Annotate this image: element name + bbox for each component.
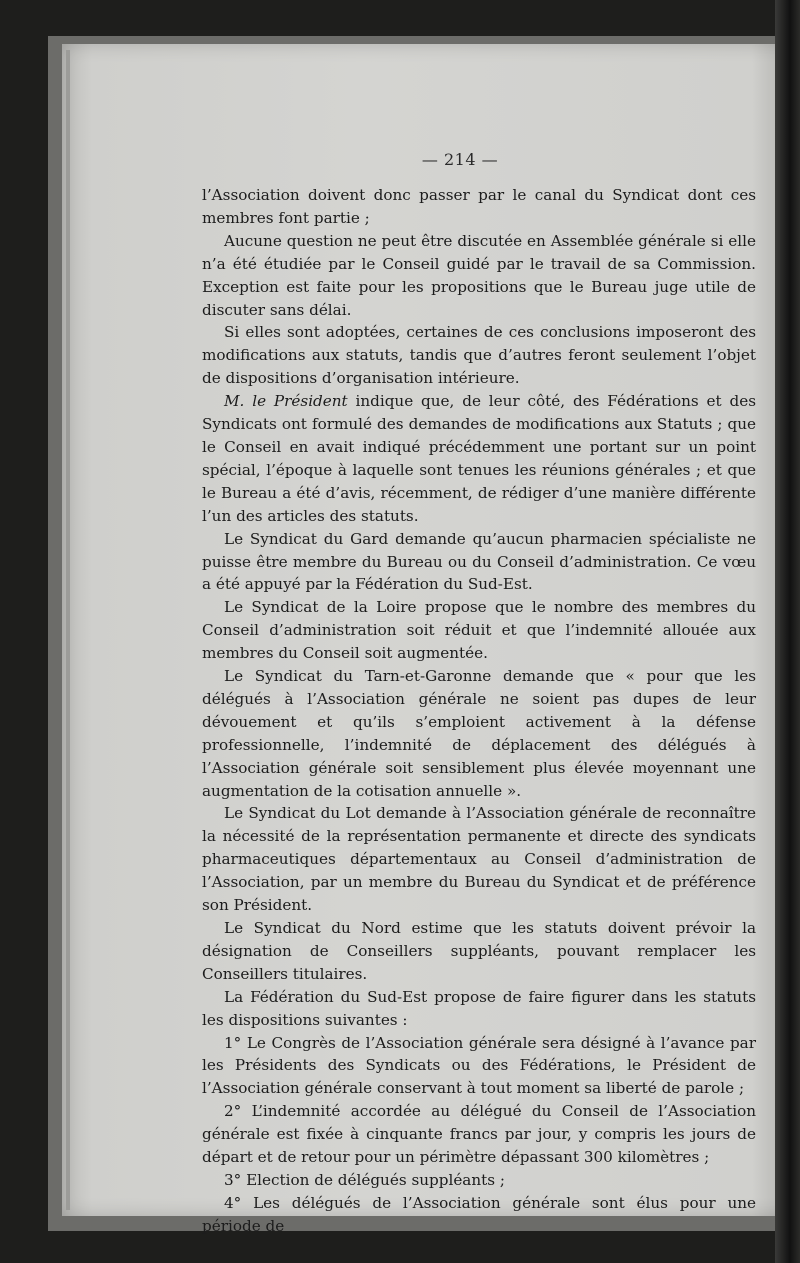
- list-item-text: 2° L’indemnité accordée au délégué du Conseil de l’Association générale est fixée à cinquante francs par jour, y compris les jours de départ et de retour pour un périmètre dépassant 300 kilomètres ;: [202, 1102, 756, 1167]
- list-item-text: 3° Election de délégués suppléants ;: [224, 1170, 505, 1189]
- paragraph: [202, 802, 756, 917]
- paragraph: [202, 184, 756, 230]
- page-number: — 214 —: [421, 150, 499, 169]
- paragraph: [202, 665, 756, 802]
- paragraph: [202, 986, 756, 1032]
- paragraph-text: Aucune question ne peut être discutée en Assemblée générale si elle n’a été étudiée par le Conseil guidé par le travail de sa Commission. Exception est faite pour les propositions que le Bureau juge utile de discuter sans délai.: [202, 231, 756, 319]
- list-item: [202, 1169, 756, 1192]
- paragraph-text: l’Association doivent donc passer par le canal du Syndicat dont ces membres font partie ;: [202, 186, 756, 227]
- book-spine: [775, 0, 800, 1263]
- paragraph-text: Le Syndicat du Nord estime que les statuts doivent prévoir la désignation de Conseillers suppléants, pouvant remplacer les Conseillers titulaires.: [202, 919, 756, 983]
- list-item-text: 1° Le Congrès de l’Association générale sera désigné à l’avance par les Présidents des Syndicats ou des Fédérations, le Président de l’Association générale conservant à tout moment sa liberté de parole ;: [202, 1033, 756, 1098]
- list-item: [202, 1100, 756, 1169]
- paragraph-text: Le Syndicat du Tarn-et-Garonne demande que « pour que les délégués à l’Association générale ne soient pas dupes de leur dévouement et qu’ils s’emploient activement à la défense professionnelle, l’indemnité de déplacement des délégués à l’Association générale soit sensiblement plus élevée moyennant une augmentation de la cotisation annuelle ».: [202, 667, 756, 800]
- list-item: [202, 1032, 756, 1101]
- paragraph-text: La Fédération du Sud-Est propose de faire figurer dans les statuts les dispositions suivantes :: [202, 987, 756, 1029]
- paragraph-text: Le Syndicat de la Loire propose que le nombre des membres du Conseil d’administration soit réduit et que l’indemnité allouée aux membres du Conseil soit augmentée.: [202, 598, 756, 663]
- paragraph-text: Le Syndicat du Gard demande qu’aucun pharmacien spécialiste ne puisse être membre du Bureau ou du Conseil d’administration. Ce vœu a été appuyé par la Fédération du Sud-Est.: [202, 529, 756, 594]
- paragraph: [202, 230, 756, 322]
- paragraph-text: Si elles sont adoptées, certaines de ces conclusions imposeront des modifications aux statuts, tandis que d’autres feront seulement l’objet de dispositions d’organisation intérieure.: [202, 323, 756, 388]
- speaker-name: M. le Président: [224, 392, 348, 411]
- paragraph: [202, 390, 756, 527]
- paragraph-text: Le Syndicat du Lot demande à l’Association générale de reconnaître la nécessité de la représentation permanente et directe des syndicats pharmaceutiques départementaux au Conseil d’administration de l’Association, par un membre du Bureau du Syndicat et de préférence son Président.: [202, 804, 756, 915]
- page-edge: [66, 50, 70, 1210]
- paragraph-text: indique que, de leur côté, des Fédérations et des Syndicats ont formulé des demandes de modifications aux Statuts ; que le Conseil en avait indiqué précédemment une portant sur un point spécial, l’époque à laquelle sont tenues les réunions générales ; et que le Bureau a été d’avis, récemment, de rédiger d’une manière différente l’un des articles des statuts.: [202, 392, 756, 525]
- paragraph: [202, 321, 756, 390]
- body-text: [202, 184, 756, 1238]
- paragraph: [202, 596, 756, 665]
- list-item: [202, 1192, 756, 1238]
- list-item-text: 4° Les délégués de l’Association générale sont élus pour une période de: [202, 1193, 756, 1235]
- paragraph: [202, 917, 756, 986]
- paragraph: [202, 528, 756, 597]
